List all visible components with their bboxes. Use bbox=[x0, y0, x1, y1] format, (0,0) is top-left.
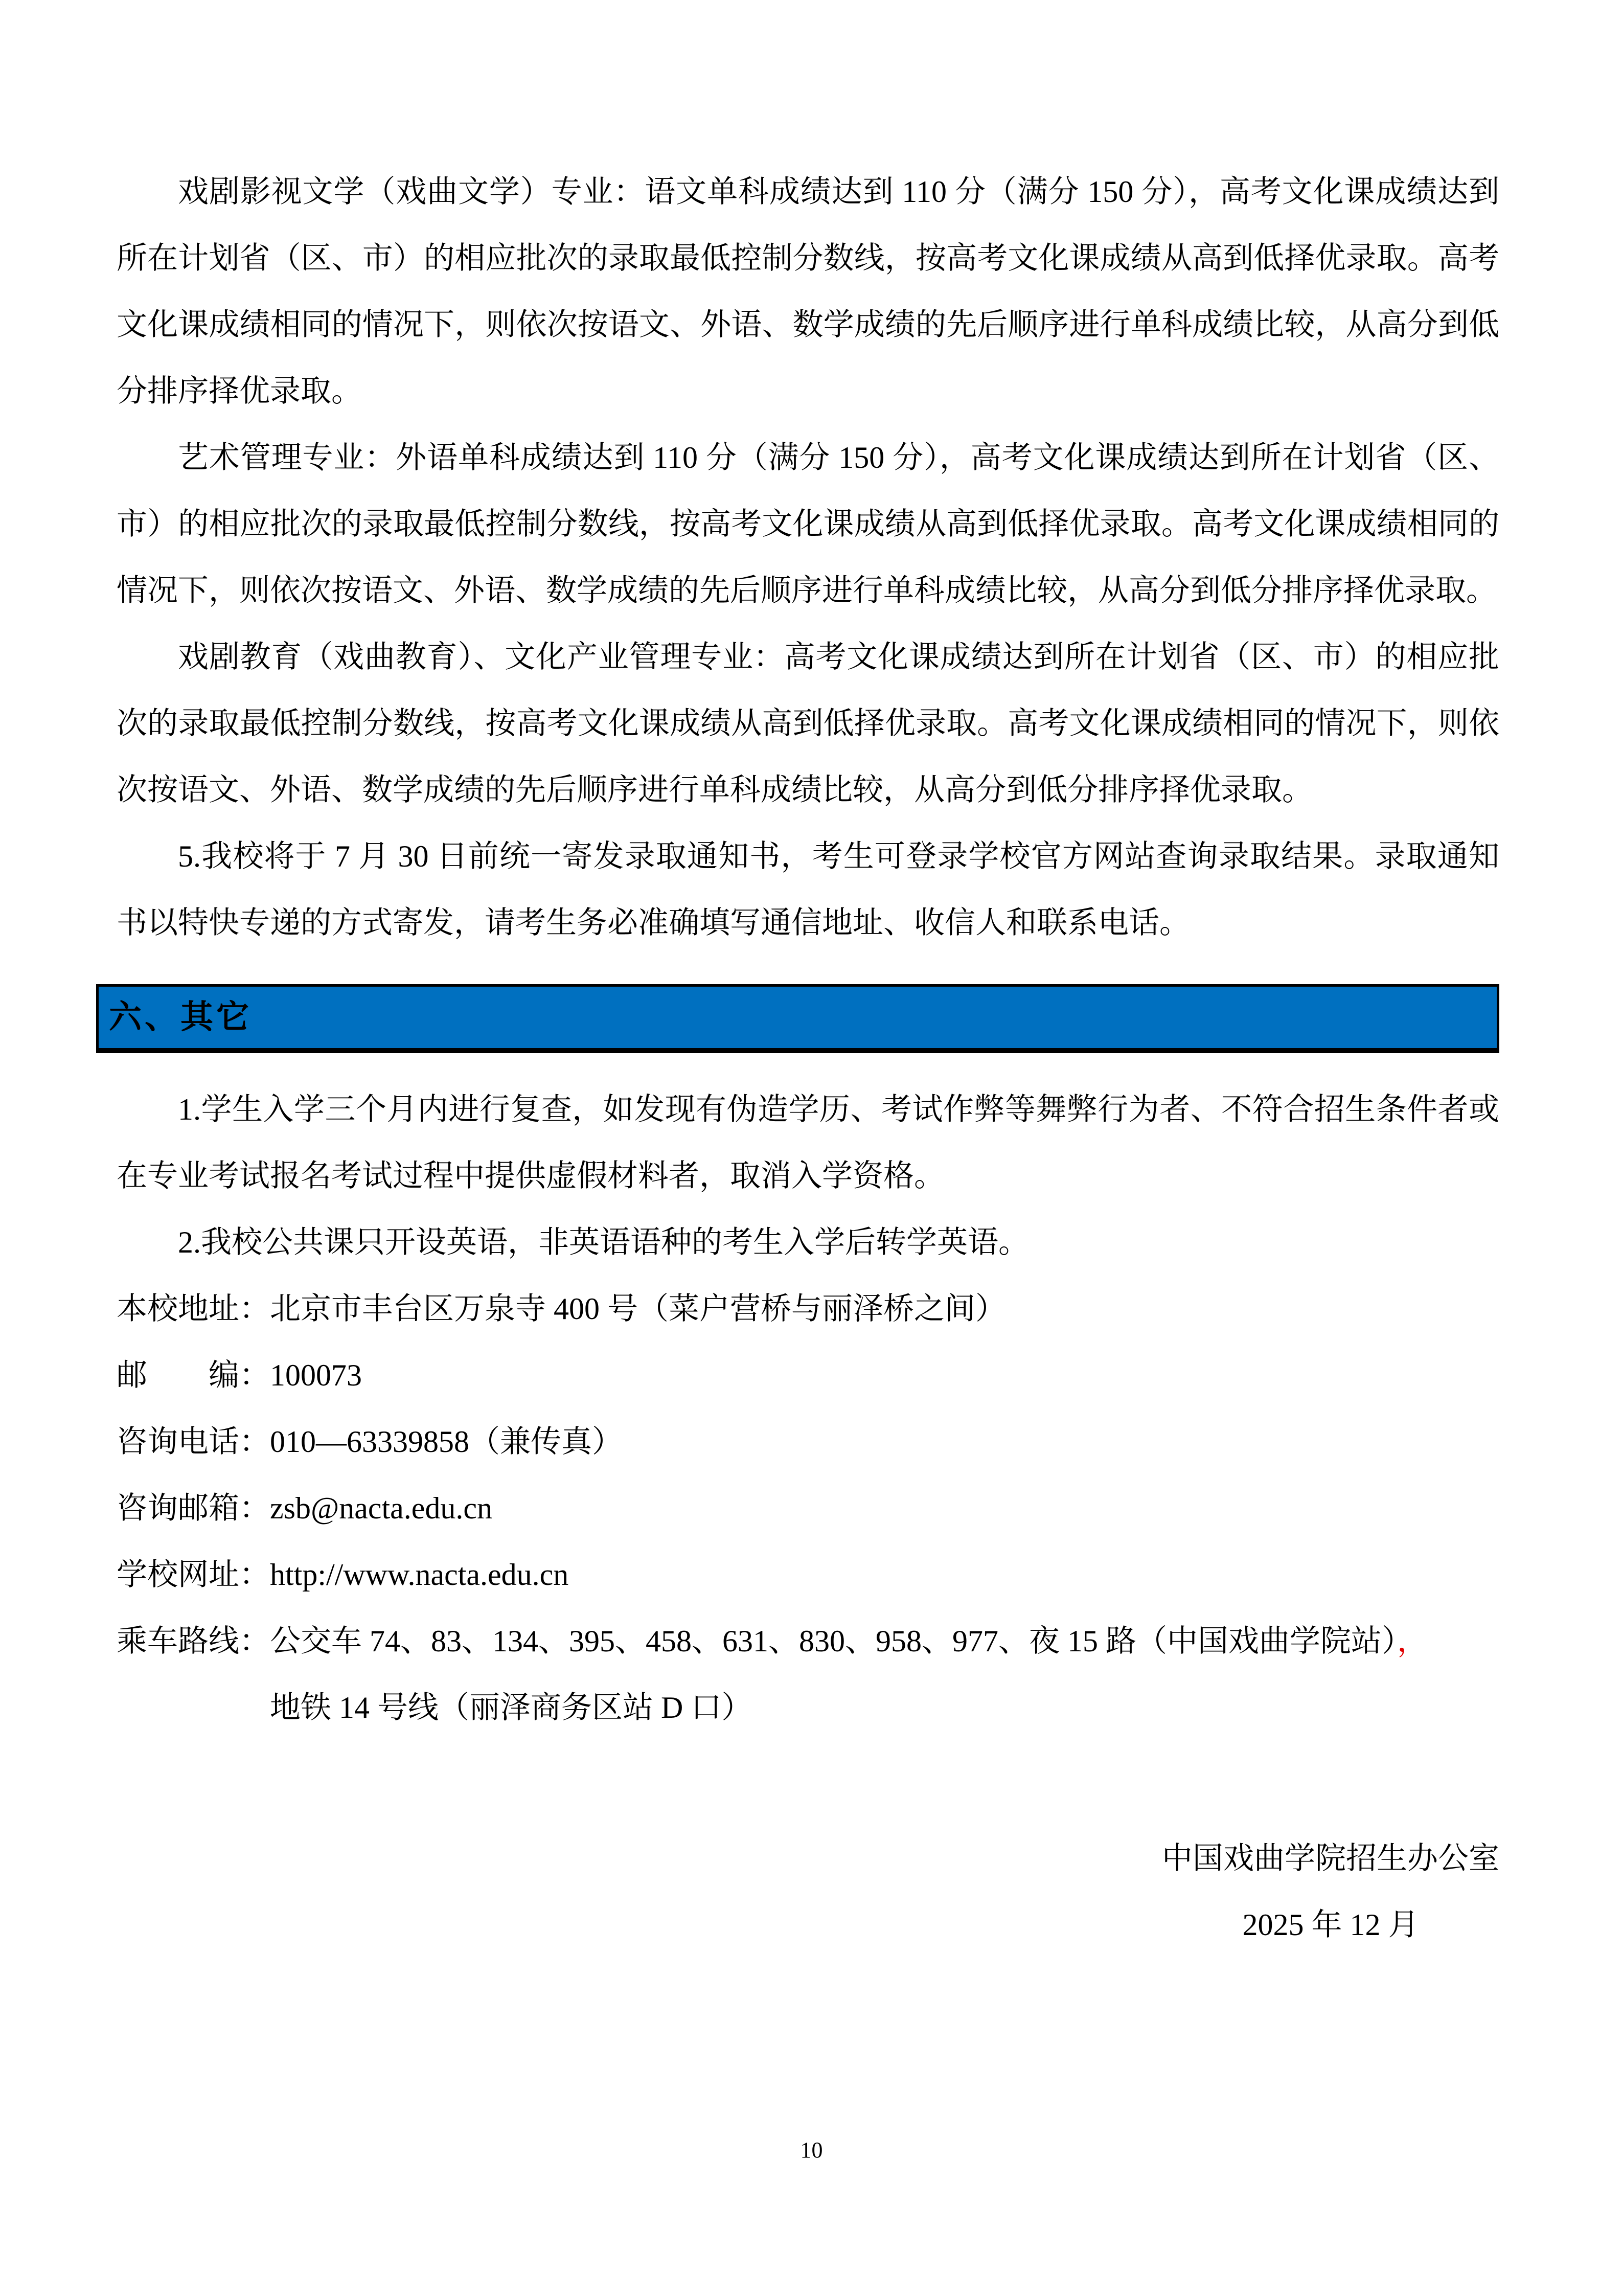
contact-value: 北京市丰台区万泉寺 400 号（菜户营桥与丽泽桥之间） bbox=[270, 1292, 1006, 1326]
list-item: 1.学生入学三个月内进行复查，如发现有伪造学历、考试作弊等舞弊行为者、不符合招生条件者或在专业考试报名考试过程中提供虚假材料者，取消入学资格。 bbox=[117, 1093, 1499, 1193]
contact-label: 学校网址： bbox=[117, 1558, 270, 1592]
contact-label: 邮 编： bbox=[117, 1358, 270, 1392]
section-title: 六、其它 bbox=[109, 999, 252, 1035]
body-paragraph: 戏剧影视文学（戏曲文学）专业：语文单科成绩达到 110 分（满分 150 分），高考文化课成绩达到所在计划省（区、市）的相应批次的录取最低控制分数线，按高考文化课成绩从高到低择优录取。高考文化课成绩相同的情况下，则依次按语文、外语、数学成绩的先后顺序进行单科成绩比较，从高分到低分排序择优录取。 bbox=[117, 175, 1499, 408]
signature-block bbox=[1162, 1825, 1499, 1958]
body-paragraph: 戏剧教育（戏曲教育）、文化产业管理专业：高考文化课成绩达到所在计划省（区、市）的相应批次的录取最低控制分数线，按高考文化课成绩从高到低择优录取。高考文化课成绩相同的情况下，则依次按语文、外语、数学成绩的先后顺序进行单科成绩比较，从高分到低分排序择优录取。 bbox=[117, 640, 1499, 807]
contact-value: 公交车 74、83、134、395、458、631、830、958、977、夜 15 路（中国戏曲学院站） bbox=[270, 1624, 1397, 1658]
body-paragraph: 5.我校将于 7 月 30 日前统一寄发录取通知书，考生可登录学校官方网站查询录取结果。录取通知书以特快专递的方式寄发，请考生务必准确填写通信地址、收信人和联系电话。 bbox=[117, 839, 1499, 940]
contact-label: 本校地址： bbox=[117, 1292, 270, 1326]
contact-continuation: 地铁 14 号线（丽泽商务区站 D 口） bbox=[270, 1691, 752, 1724]
contact-value: zsb@nacta.edu.cn bbox=[270, 1491, 493, 1525]
contact-block bbox=[117, 1276, 1499, 1741]
contact-row bbox=[117, 1342, 1499, 1408]
contact-row bbox=[117, 1408, 1499, 1475]
body-paragraph: 艺术管理专业：外语单科成绩达到 110 分（满分 150 分），高考文化课成绩达到所在计划省（区、市）的相应批次的录取最低控制分数线，按高考文化课成绩从高到低择优录取。高考文化课成绩相同的情况下，则依次按语文、外语、数学成绩的先后顺序进行单科成绩比较，从高分到低分排序择优录取。 bbox=[117, 441, 1499, 607]
contact-row bbox=[117, 1541, 1499, 1608]
contact-label: 咨询邮箱： bbox=[117, 1491, 270, 1525]
section-items bbox=[117, 1076, 1499, 1276]
contact-row bbox=[117, 1608, 1499, 1674]
list-item: 2.我校公共课只开设英语，非英语语种的考生入学后转学英语。 bbox=[178, 1225, 1029, 1259]
red-comma: ， bbox=[1397, 1624, 1428, 1658]
contact-label: 咨询电话： bbox=[117, 1425, 270, 1459]
contact-value: 010—63339858（兼传真） bbox=[270, 1425, 623, 1459]
footer-date: 2025 年 12 月 bbox=[1242, 1908, 1419, 1942]
contact-value: 100073 bbox=[270, 1358, 362, 1392]
section-header-bar bbox=[96, 984, 1499, 1053]
contact-row bbox=[117, 1475, 1499, 1541]
contact-value: http://www.nacta.edu.cn bbox=[270, 1558, 569, 1592]
document-content bbox=[109, 158, 1499, 1958]
contact-label: 乘车路线： bbox=[117, 1624, 270, 1658]
footer-org: 中国戏曲学院招生办公室 bbox=[1162, 1842, 1499, 1875]
page-number: 10 bbox=[800, 2138, 823, 2163]
contact-row bbox=[117, 1276, 1499, 1342]
